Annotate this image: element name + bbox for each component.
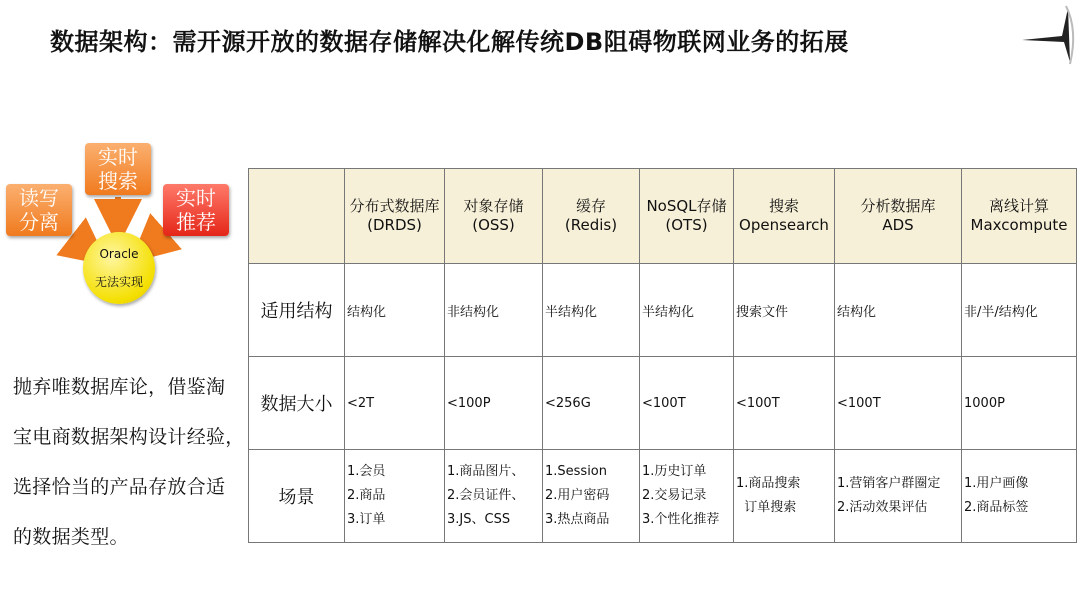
table-corner-cell [249,169,345,264]
corner-decoration [1000,0,1080,70]
column-header: NoSQL存储 (OTS) [640,169,734,264]
oracle-diagram [0,135,240,315]
description-line: 宝电商数据架构设计经验， [13,426,245,448]
table-row [249,450,1077,543]
column-header: 缓存 (Redis) [543,169,640,264]
table-cell: 1.商品图片、 2.会员证件、 3.JS、CSS [445,450,543,543]
table-cell: 1000P [962,357,1077,450]
column-header: 搜索 Opensearch [734,169,835,264]
table-cell: 1.历史订单 2.交易记录 3.个性化推荐 [640,450,734,543]
row-header: 适用结构 [249,264,345,357]
table-header-row [249,169,1077,264]
column-header: 分析数据库 ADS [835,169,962,264]
column-header: 分布式数据库 (DRDS) [345,169,445,264]
tag-read-write-split [6,184,72,236]
row-header: 数据大小 [249,357,345,450]
table-cell: 1.商品搜索 订单搜索 [734,450,835,543]
page-title: 数据架构：需开源开放的数据存储解决化解传统DB阻碍物联网业务的拓展 [50,28,849,56]
table-cell: <100P [445,357,543,450]
table-cell: <100T [835,357,962,450]
table-row [249,264,1077,357]
table-cell: <2T [345,357,445,450]
table-cell: 1.会员 2.商品 3.订单 [345,450,445,543]
table-cell: <100T [640,357,734,450]
table-cell: 1.Session 2.用户密码 3.热点商品 [543,450,640,543]
table-cell: 非结构化 [445,264,543,357]
oracle-label: Oracle [99,247,139,261]
oracle-caption: 无法实现 [94,275,143,289]
table-cell: 半结构化 [543,264,640,357]
table-cell: 非/半/结构化 [962,264,1077,357]
tag-label: 实时搜索 [98,145,138,193]
description-line: 抛弃唯数据库论，借鉴淘 [13,376,226,398]
table-cell: 搜索文件 [734,264,835,357]
table-cell: <100T [734,357,835,450]
table-cell: 半结构化 [640,264,734,357]
description-line: 选择恰当的产品存放合适 [13,476,226,498]
tag-realtime-recommend [163,184,229,236]
table-cell: 结构化 [345,264,445,357]
row-header: 场景 [249,450,345,543]
tag-label: 实时推荐 [176,186,216,234]
table-cell: 1.用户画像 2.商品标签 [962,450,1077,543]
table-cell: 结构化 [835,264,962,357]
tag-label: 读写分离 [19,186,59,234]
table-cell: 1.营销客户群圈定 2.活动效果评估 [835,450,962,543]
description-line: 的数据类型。 [13,526,129,548]
table-row [249,357,1077,450]
tag-realtime-search [85,143,151,195]
oracle-circle [83,232,155,304]
description-text [13,362,245,562]
column-header: 离线计算 Maxcompute [962,169,1077,264]
storage-comparison-table [248,168,1077,543]
column-header: 对象存储 (OSS) [445,169,543,264]
table-cell: <256G [543,357,640,450]
